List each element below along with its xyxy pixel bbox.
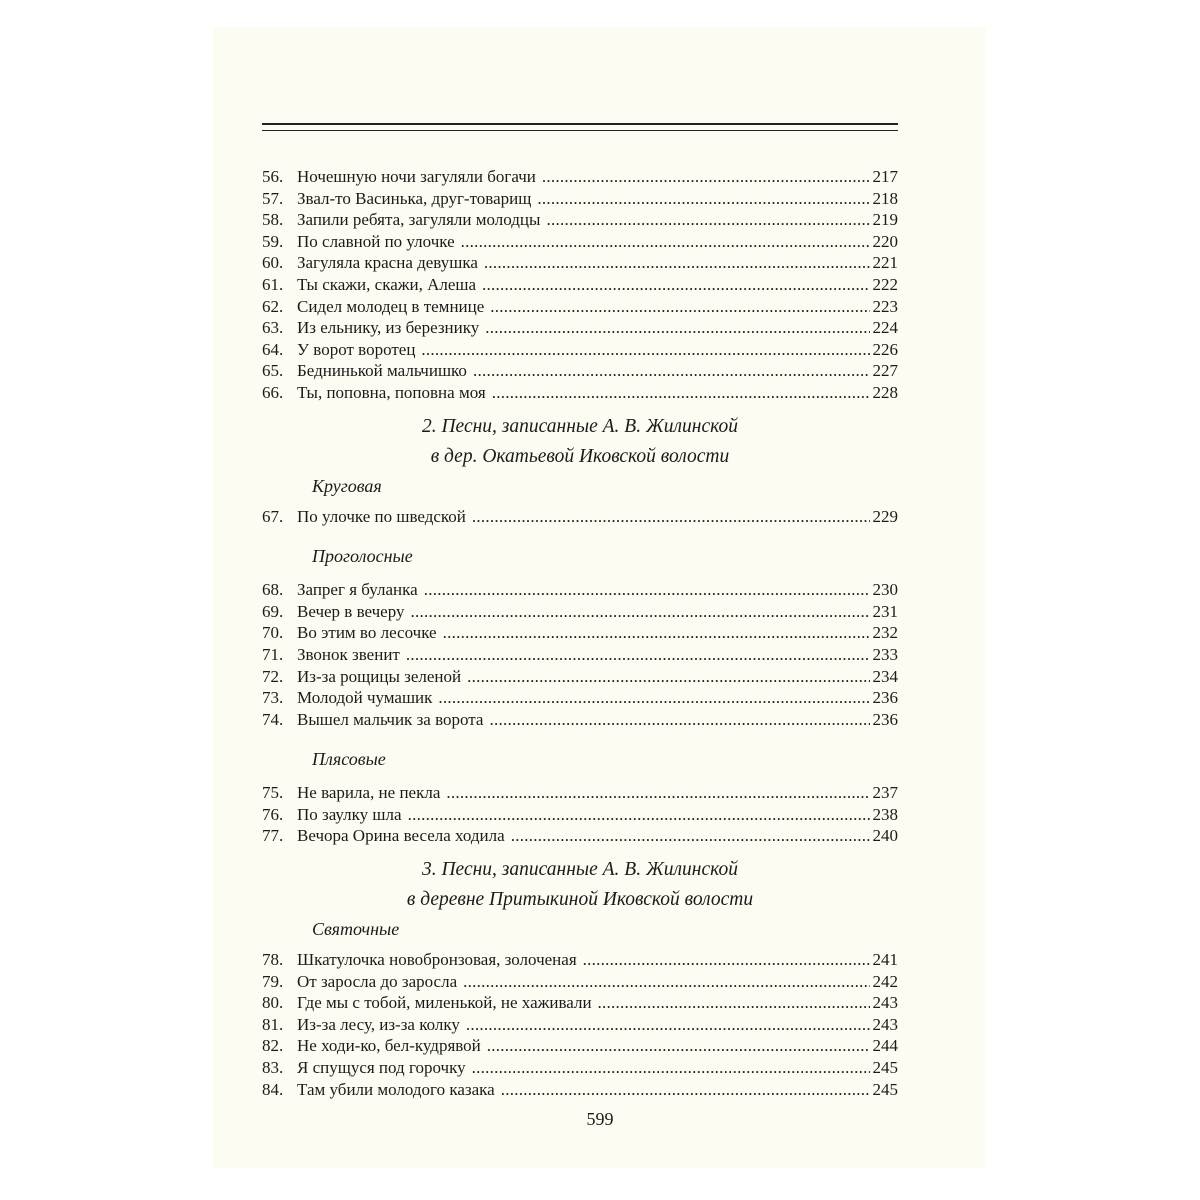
dot-leader [438, 687, 869, 709]
toc-entry [262, 382, 898, 404]
entry-title: Шкатулочка новобронзовая, золоченая [297, 950, 577, 970]
entry-page: 245 [872, 1058, 898, 1078]
toc-entry [262, 579, 898, 601]
subsection-heading: Плясовые [312, 749, 386, 770]
entry-page: 232 [872, 623, 898, 643]
entry-title: Я спущуся под горочку [297, 1058, 466, 1078]
entry-page: 234 [872, 666, 898, 686]
entry-title: Вышел мальчик за ворота [297, 709, 484, 729]
entry-title: Где мы с тобой, миленькой, не хаживали [297, 993, 592, 1013]
entry-title: Ты скажи, скажи, Алеша [297, 274, 477, 294]
header-rule-thick [262, 123, 898, 125]
entry-page: 236 [872, 688, 898, 708]
section-heading: 3. Песни, записанные А. В. Жилинской [421, 859, 739, 881]
toc-entry [262, 252, 898, 274]
entry-title: Сидел молодец в темнице [297, 296, 485, 316]
dot-leader [406, 644, 870, 666]
entry-title: Во этим во лесочке [297, 623, 437, 643]
dot-leader [461, 231, 870, 253]
table-of-contents [262, 166, 898, 1100]
entry-page: 240 [872, 826, 898, 846]
entry-title: Ночешную ночи загуляли богачи [297, 167, 536, 186]
entry-number: 80. [262, 993, 284, 1013]
header-rule-thin [262, 130, 898, 131]
dot-leader [463, 971, 869, 993]
entry-page: 220 [872, 231, 898, 251]
entry-number: 70. [262, 623, 284, 643]
entry-page: 218 [872, 188, 898, 208]
entry-number: 56. [262, 167, 284, 186]
toc-entry [262, 666, 898, 688]
toc-entry [262, 622, 898, 644]
toc-entry [262, 317, 898, 339]
toc-entry [262, 782, 898, 804]
entry-title: Звонок звенит [297, 644, 400, 664]
entry-number: 84. [262, 1079, 284, 1099]
entry-title: Звал-то Васинька, друг-товарищ [297, 188, 532, 208]
toc-entry [262, 166, 898, 188]
toc-entry [262, 992, 898, 1014]
page-number: 599 [586, 1109, 614, 1129]
dot-leader [487, 1035, 870, 1057]
dot-leader [472, 1057, 870, 1079]
entry-title: По заулку шла [297, 804, 402, 824]
entry-title: Из-за лесу, из-за колку [297, 1014, 460, 1034]
entry-title: Из ельнику, из березнику [297, 318, 480, 338]
entry-title: Беднинькой мальчишко [297, 361, 467, 381]
entry-page: 233 [872, 644, 898, 664]
dot-leader [542, 166, 870, 188]
section-heading: 2. Песни, записанные А. В. Жилинской [421, 415, 739, 437]
entry-number: 73. [262, 688, 284, 708]
entry-number: 75. [262, 783, 284, 803]
dot-leader [467, 666, 869, 688]
entry-page: 238 [872, 804, 898, 824]
entry-page: 226 [872, 339, 898, 359]
entry-page: 243 [872, 1014, 898, 1034]
entry-title: По улочке по шведской [297, 506, 466, 526]
toc-list [262, 579, 898, 730]
entry-page: 245 [872, 1079, 898, 1099]
entry-number: 83. [262, 1058, 284, 1078]
toc-entry [262, 687, 898, 709]
entry-title: Там убили молодого казака [297, 1079, 495, 1099]
dot-leader [472, 506, 870, 528]
dot-leader [443, 622, 870, 644]
dot-leader [421, 339, 869, 361]
entry-number: 74. [262, 709, 284, 729]
toc-entry [262, 601, 898, 623]
toc-entry [262, 1079, 898, 1101]
entry-number: 78. [262, 950, 284, 970]
dot-leader [485, 317, 869, 339]
toc-entry [262, 274, 898, 296]
entry-number: 67. [262, 506, 284, 526]
entry-number: 72. [262, 666, 284, 686]
entry-title: Ты, поповна, поповна моя [297, 382, 486, 402]
dot-leader [484, 252, 870, 274]
entry-number: 63. [262, 318, 284, 338]
dot-leader [490, 296, 869, 318]
entry-title: От заросла до заросла [297, 971, 458, 991]
toc-list [262, 506, 898, 528]
entry-number: 65. [262, 361, 284, 381]
toc-entry [262, 825, 898, 847]
dot-leader [411, 601, 870, 623]
entry-number: 68. [262, 580, 284, 600]
entry-number: 71. [262, 644, 284, 664]
entry-number: 79. [262, 971, 284, 991]
entry-page: 243 [872, 993, 898, 1013]
entry-number: 66. [262, 382, 284, 402]
toc-list [262, 949, 898, 1100]
toc-entry [262, 1057, 898, 1079]
entry-title: Из-за рощицы зеленой [297, 666, 462, 686]
entry-page: 229 [872, 506, 898, 526]
dot-leader [546, 209, 869, 231]
entry-number: 57. [262, 188, 284, 208]
entry-number: 76. [262, 804, 284, 824]
entry-page: 231 [872, 601, 898, 621]
toc-list [262, 782, 898, 847]
dot-leader [446, 782, 869, 804]
entry-page: 219 [872, 210, 898, 230]
subsection-heading: Святочные [312, 919, 400, 940]
toc-entry [262, 339, 898, 361]
toc-entry [262, 1014, 898, 1036]
entry-page: 241 [872, 950, 898, 970]
toc-entry [262, 804, 898, 826]
entry-page: 244 [872, 1036, 898, 1056]
toc-entry [262, 644, 898, 666]
entry-page: 221 [872, 253, 898, 273]
dot-leader [598, 992, 870, 1014]
entry-number: 77. [262, 826, 284, 846]
toc-entry [262, 1035, 898, 1057]
entry-page: 237 [872, 783, 898, 803]
toc-entry [262, 506, 898, 528]
entry-page: 227 [872, 361, 898, 381]
subsection-heading: Проголосные [312, 546, 413, 567]
dot-leader [583, 949, 870, 971]
entry-number: 60. [262, 253, 284, 273]
dot-leader [492, 382, 870, 404]
entry-page: 236 [872, 709, 898, 729]
entry-number: 62. [262, 296, 284, 316]
entry-title: Молодой чумашик [297, 688, 433, 708]
dot-leader [501, 1079, 870, 1101]
toc-entry [262, 949, 898, 971]
dot-leader [424, 579, 870, 601]
toc-list [262, 166, 898, 404]
entry-number: 61. [262, 274, 284, 294]
toc-entry [262, 360, 898, 382]
entry-title: Вечора Орина весела ходила [297, 826, 505, 846]
entry-number: 82. [262, 1036, 284, 1056]
section-heading-line2: в деревне Притыкиной Иковской волости [406, 889, 754, 911]
dot-leader [466, 1014, 870, 1036]
dot-leader [537, 188, 869, 210]
entry-number: 69. [262, 601, 284, 621]
entry-number: 81. [262, 1014, 284, 1034]
entry-page: 217 [872, 167, 898, 186]
entry-title: Вечер в вечеру [297, 601, 405, 621]
subsection-heading: Круговая [312, 475, 382, 496]
entry-title: Запрег я буланка [297, 580, 418, 600]
entry-page: 222 [872, 274, 898, 294]
dot-leader [473, 360, 870, 382]
entry-number: 59. [262, 231, 284, 251]
entry-page: 242 [872, 971, 898, 991]
toc-entry [262, 709, 898, 731]
toc-entry [262, 971, 898, 993]
entry-number: 58. [262, 210, 284, 230]
entry-number: 64. [262, 339, 284, 359]
entry-page: 223 [872, 296, 898, 316]
entry-title: Запили ребята, загуляли молодцы [297, 210, 541, 230]
dot-leader [511, 825, 870, 847]
entry-title: Не варила, не пекла [297, 783, 441, 803]
entry-title: По славной по улочке [297, 231, 455, 251]
toc-entry [262, 188, 898, 210]
section-heading-line2: в дер. Окатьевой Иковской волости [430, 445, 730, 467]
toc-entry [262, 231, 898, 253]
toc-entry [262, 209, 898, 231]
dot-leader [408, 804, 870, 826]
entry-title: У ворот воротец [297, 339, 416, 359]
entry-page: 224 [872, 318, 898, 338]
dot-leader [489, 709, 869, 731]
toc-entry [262, 296, 898, 318]
entry-page: 228 [872, 382, 898, 402]
entry-title: Загуляла красна девушка [297, 253, 478, 273]
entry-page: 230 [872, 580, 898, 600]
entry-title: Не ходи-ко, бел-кудрявой [297, 1036, 481, 1056]
dot-leader [482, 274, 869, 296]
